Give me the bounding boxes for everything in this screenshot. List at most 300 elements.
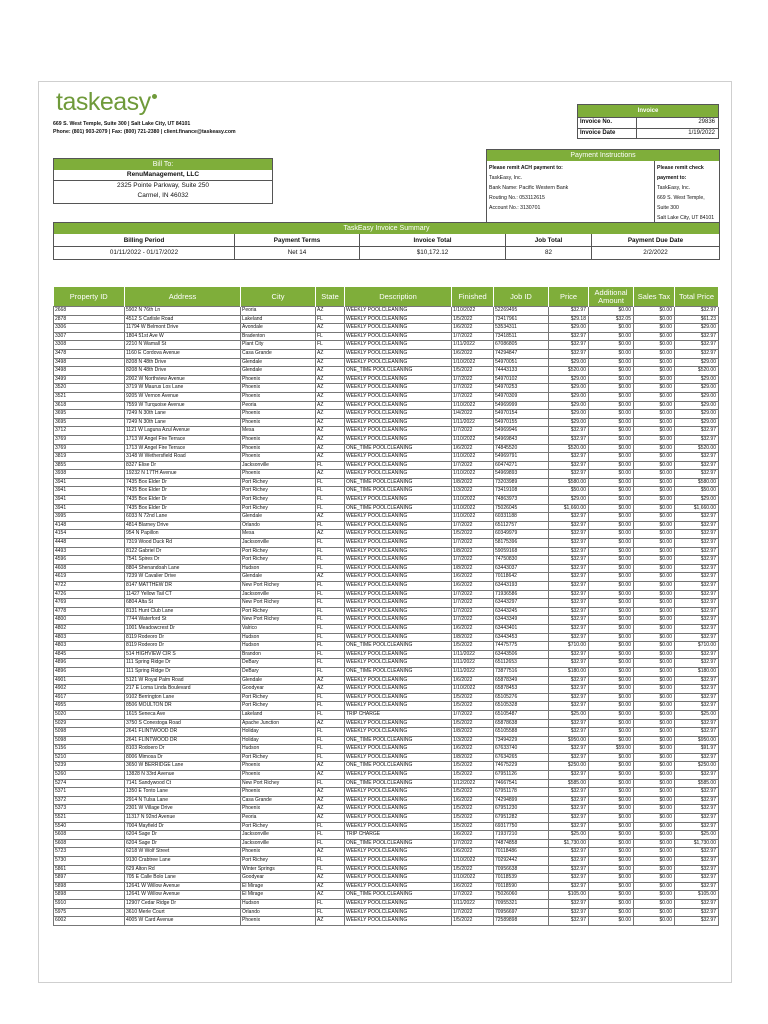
- table-cell: 70956638: [494, 865, 549, 874]
- table-cell: $0.00: [589, 831, 634, 840]
- table-cell: 1/5/2022: [452, 642, 494, 651]
- table-cell: $0.00: [589, 659, 634, 668]
- table-cell: 4800: [54, 616, 125, 625]
- table-cell: FL: [316, 745, 345, 754]
- table-cell: 4902: [54, 685, 125, 694]
- table-cell: 11317 N 92nd Avenue: [125, 814, 241, 823]
- table-row: [54, 788, 719, 797]
- table-cell: $0.00: [634, 332, 675, 341]
- invoice-box: [577, 104, 719, 139]
- table-cell: 60331188: [494, 513, 549, 522]
- table-cell: 1/11/2022: [452, 418, 494, 427]
- table-cell: 3855: [54, 461, 125, 470]
- table-cell: 54970155: [494, 418, 549, 427]
- table-cell: $32.97: [675, 848, 719, 857]
- table-cell: 1/5/2022: [452, 865, 494, 874]
- table-cell: $0.00: [589, 624, 634, 633]
- table-row: [54, 547, 719, 556]
- table-cell: $32.97: [675, 349, 719, 358]
- table-cell: Orlando: [241, 521, 316, 530]
- table-cell: 2668: [54, 307, 125, 316]
- table-cell: 3498: [54, 358, 125, 367]
- table-cell: 59059168: [494, 547, 549, 556]
- table-cell: $32.97: [675, 857, 719, 866]
- table-cell: $32.97: [549, 624, 589, 633]
- table-cell: FL: [316, 556, 345, 565]
- table-row: [54, 349, 719, 358]
- table-cell: Phoenix: [241, 917, 316, 926]
- table-cell: $32.97: [549, 539, 589, 548]
- table-cell: $0.00: [589, 427, 634, 436]
- table-cell: AZ: [316, 685, 345, 694]
- table-cell: Peoria: [241, 307, 316, 316]
- table-cell: 54970051: [494, 358, 549, 367]
- table-cell: 6033 N 72nd Lane: [125, 513, 241, 522]
- table-cell: Plant City: [241, 341, 316, 350]
- table-cell: $0.00: [589, 564, 634, 573]
- table-cell: $0.00: [589, 917, 634, 926]
- due-date-cell: Payment Due Date 2/2/2022: [592, 234, 719, 259]
- table-cell: $61.23: [675, 315, 719, 324]
- table-cell: $32.97: [675, 702, 719, 711]
- table-cell: FL: [316, 865, 345, 874]
- table-cell: $32.97: [675, 676, 719, 685]
- table-cell: 3148 W Wethersfield Road: [125, 453, 241, 462]
- table-cell: Port Richey: [241, 504, 316, 513]
- table-row: [54, 513, 719, 522]
- table-cell: $29.00: [675, 384, 719, 393]
- table-cell: FL: [316, 624, 345, 633]
- table-cell: $59.00: [589, 745, 634, 754]
- table-cell: $105.00: [549, 891, 589, 900]
- table-cell: Glendale: [241, 573, 316, 582]
- table-cell: ONE_TIME POOLCLEANING: [345, 487, 452, 496]
- table-cell: $32.97: [675, 564, 719, 573]
- table-cell: $0.00: [634, 564, 675, 573]
- table-cell: AZ: [316, 814, 345, 823]
- table-row: [54, 367, 719, 376]
- table-cell: $0.00: [634, 796, 675, 805]
- table-cell: 7435 Box Elder Dr: [125, 504, 241, 513]
- company-contact: [53, 120, 236, 136]
- table-cell: $32.97: [675, 582, 719, 591]
- table-cell: Mesa: [241, 530, 316, 539]
- table-cell: $32.97: [549, 435, 589, 444]
- table-cell: Hudson: [241, 745, 316, 754]
- table-cell: Port Richey: [241, 496, 316, 505]
- table-cell: 1/6/2022: [452, 349, 494, 358]
- table-cell: $0.00: [634, 573, 675, 582]
- company-phone-fax-email: Phone: (801) 903-2079 | Fax: (800) 721-2380 | client.finance@taskeasy.com: [53, 129, 236, 135]
- table-cell: 1/6/2022: [452, 745, 494, 754]
- table-cell: Port Richey: [241, 607, 316, 616]
- table-cell: 8208 N 48th Drive: [125, 358, 241, 367]
- table-cell: 4778: [54, 607, 125, 616]
- table-cell: $29.00: [549, 496, 589, 505]
- table-cell: $0.00: [634, 642, 675, 651]
- table-row: [54, 745, 719, 754]
- table-cell: $180.00: [549, 667, 589, 676]
- table-row: [54, 848, 719, 857]
- table-cell: AZ: [316, 874, 345, 883]
- table-cell: 8103 Rodoero Dr: [125, 745, 241, 754]
- table-cell: 1/5/2022: [452, 822, 494, 831]
- table-cell: $32.97: [549, 719, 589, 728]
- table-cell: $0.00: [634, 530, 675, 539]
- table-cell: $32.97: [549, 822, 589, 831]
- table-cell: 1804 51st Ave W: [125, 332, 241, 341]
- table-cell: $0.00: [589, 607, 634, 616]
- table-cell: WEEKLY POOLCLEANING: [345, 556, 452, 565]
- table-cell: FL: [316, 341, 345, 350]
- table-cell: $0.00: [589, 702, 634, 711]
- table-cell: FL: [316, 496, 345, 505]
- table-cell: $0.00: [589, 865, 634, 874]
- table-row: [54, 504, 719, 513]
- table-cell: Port Richey: [241, 556, 316, 565]
- table-cell: 11427 Yellow Tail CT: [125, 590, 241, 599]
- table-cell: $0.00: [589, 779, 634, 788]
- table-cell: $32.97: [549, 917, 589, 926]
- table-row: [54, 771, 719, 780]
- invoice-number: 29836: [698, 119, 715, 125]
- table-cell: WEEKLY POOLCLEANING: [345, 857, 452, 866]
- table-cell: FL: [316, 831, 345, 840]
- table-cell: FL: [316, 478, 345, 487]
- table-cell: $585.00: [675, 779, 719, 788]
- table-cell: FL: [316, 642, 345, 651]
- table-cell: $32.97: [675, 728, 719, 737]
- table-cell: 8208 N 48th Drive: [125, 367, 241, 376]
- table-cell: $32.97: [549, 659, 589, 668]
- table-cell: 12641 W Willow Avenue: [125, 891, 241, 900]
- invoice-date: 1/19/2022: [688, 129, 715, 136]
- table-cell: 1/7/2022: [452, 616, 494, 625]
- table-cell: FL: [316, 659, 345, 668]
- table-row: [54, 616, 719, 625]
- table-cell: $32.97: [675, 573, 719, 582]
- table-cell: 5910: [54, 899, 125, 908]
- table-cell: 1/11/2022: [452, 899, 494, 908]
- table-cell: $32.97: [549, 805, 589, 814]
- job-total-cell: Job Total 82: [506, 234, 592, 259]
- table-cell: 3712: [54, 427, 125, 436]
- table-cell: 5898: [54, 882, 125, 891]
- table-cell: Hudson: [241, 642, 316, 651]
- table-cell: 5540: [54, 822, 125, 831]
- table-row: [54, 539, 719, 548]
- table-cell: $0.00: [589, 307, 634, 316]
- table-cell: $1,730.00: [675, 839, 719, 848]
- table-cell: $0.00: [589, 736, 634, 745]
- table-cell: 3307: [54, 332, 125, 341]
- table-row: [54, 410, 719, 419]
- table-cell: 7141 Sandywood Ct: [125, 779, 241, 788]
- table-cell: $0.00: [589, 392, 634, 401]
- table-cell: WEEKLY POOLCLEANING: [345, 564, 452, 573]
- table-cell: $29.00: [549, 410, 589, 419]
- line-items-table: [53, 287, 719, 926]
- table-cell: $32.97: [675, 547, 719, 556]
- table-row: [54, 693, 719, 702]
- table-cell: 67951230: [494, 805, 549, 814]
- table-cell: AZ: [316, 848, 345, 857]
- table-cell: $32.97: [675, 427, 719, 436]
- table-cell: $32.97: [675, 814, 719, 823]
- table-cell: 1/5/2022: [452, 530, 494, 539]
- table-cell: AZ: [316, 917, 345, 926]
- table-cell: AZ: [316, 401, 345, 410]
- table-cell: $0.00: [589, 582, 634, 591]
- table-cell: FL: [316, 616, 345, 625]
- table-cell: FL: [316, 582, 345, 591]
- table-cell: 11794 W Belmont Drive: [125, 324, 241, 333]
- table-cell: WEEKLY POOLCLEANING: [345, 899, 452, 908]
- table-cell: Jacksonville: [241, 461, 316, 470]
- table-cell: 8122 Gabriel Dr: [125, 547, 241, 556]
- table-cell: 5121 W Royal Palm Road: [125, 676, 241, 685]
- table-cell: WEEKLY POOLCLEANING: [345, 315, 452, 324]
- table-cell: $250.00: [675, 762, 719, 771]
- table-cell: $0.00: [589, 796, 634, 805]
- table-cell: 1/7/2022: [452, 710, 494, 719]
- table-cell: 1/7/2022: [452, 521, 494, 530]
- table-cell: 1/7/2022: [452, 539, 494, 548]
- payment-terms-value: Net 14: [235, 246, 359, 259]
- table-cell: WEEKLY POOLCLEANING: [345, 513, 452, 522]
- table-cell: New Port Richey: [241, 616, 316, 625]
- table-cell: Phoenix: [241, 435, 316, 444]
- table-cell: 629 Alton Rd: [125, 865, 241, 874]
- table-cell: 1/7/2022: [452, 392, 494, 401]
- table-cell: 111 Spring Ridge Dr: [125, 659, 241, 668]
- table-cell: $32.97: [675, 882, 719, 891]
- table-cell: $580.00: [675, 478, 719, 487]
- table-row: [54, 676, 719, 685]
- table-cell: 4619: [54, 573, 125, 582]
- table-row: [54, 332, 719, 341]
- table-row: [54, 633, 719, 642]
- table-cell: 60474271: [494, 461, 549, 470]
- table-cell: $25.00: [549, 710, 589, 719]
- table-row: [54, 307, 719, 316]
- table-cell: $0.00: [589, 676, 634, 685]
- table-cell: $32.97: [549, 341, 589, 350]
- table-cell: $32.97: [675, 341, 719, 350]
- column-header: State: [316, 287, 345, 307]
- table-cell: ONE_TIME POOLCLEANING: [345, 762, 452, 771]
- column-header: Additional Amount: [589, 287, 634, 307]
- table-cell: $0.00: [634, 307, 675, 316]
- table-cell: 54970154: [494, 410, 549, 419]
- table-cell: TRIP CHARGE: [345, 831, 452, 840]
- table-cell: $0.00: [589, 375, 634, 384]
- table-cell: $0.00: [634, 410, 675, 419]
- table-cell: $0.00: [589, 496, 634, 505]
- table-cell: ONE_TIME POOLCLEANING: [345, 367, 452, 376]
- table-cell: $32.97: [549, 599, 589, 608]
- table-cell: FL: [316, 315, 345, 324]
- table-cell: 1/10/2022: [452, 435, 494, 444]
- table-cell: $0.00: [634, 899, 675, 908]
- table-row: [54, 642, 719, 651]
- table-cell: 1/10/2022: [452, 470, 494, 479]
- table-cell: $0.00: [589, 435, 634, 444]
- table-cell: Lakeland: [241, 315, 316, 324]
- table-cell: AZ: [316, 349, 345, 358]
- table-cell: $0.00: [589, 358, 634, 367]
- table-cell: $32.97: [549, 332, 589, 341]
- table-cell: $710.00: [675, 642, 719, 651]
- table-cell: 75026060: [494, 891, 549, 900]
- table-cell: $32.97: [675, 599, 719, 608]
- table-cell: $29.18: [549, 315, 589, 324]
- table-cell: $32.97: [549, 745, 589, 754]
- table-cell: Port Richey: [241, 753, 316, 762]
- table-cell: 5608: [54, 831, 125, 840]
- table-cell: $0.00: [589, 899, 634, 908]
- table-cell: Apache Junction: [241, 719, 316, 728]
- table-cell: 3941: [54, 504, 125, 513]
- table-cell: 7559 W Turquoise Avenue: [125, 401, 241, 410]
- table-cell: 5098: [54, 728, 125, 737]
- ach-instructions: Please remit ACH payment to: TaskEasy, Inc. Bank Name: Pacific Western Bank Routing No.: 053112615 Account No.: 3130701: [489, 165, 569, 211]
- table-cell: 1/6/2022: [452, 796, 494, 805]
- table-cell: WEEKLY POOLCLEANING: [345, 633, 452, 642]
- summary-header: TaskEasy Invoice Summary: [54, 223, 719, 234]
- table-cell: $32.97: [549, 461, 589, 470]
- table-cell: AZ: [316, 805, 345, 814]
- table-cell: $32.97: [675, 874, 719, 883]
- table-row: [54, 762, 719, 771]
- table-cell: 3941: [54, 487, 125, 496]
- table-cell: 8327 Elise Dr: [125, 461, 241, 470]
- table-cell: $32.97: [675, 539, 719, 548]
- table-cell: FL: [316, 633, 345, 642]
- company-address: 669 S. West Temple, Suite 300 | Salt Lake City, UT 84101: [53, 121, 191, 127]
- table-cell: 7319 Wood Duck Rd: [125, 539, 241, 548]
- table-cell: $0.00: [634, 375, 675, 384]
- table-cell: WEEKLY POOLCLEANING: [345, 685, 452, 694]
- table-cell: 1/7/2022: [452, 556, 494, 565]
- table-cell: AZ: [316, 324, 345, 333]
- table-cell: $29.00: [549, 392, 589, 401]
- table-cell: $32.97: [549, 753, 589, 762]
- table-cell: AZ: [316, 453, 345, 462]
- table-cell: 4802: [54, 624, 125, 633]
- table-cell: 7435 Box Elder Dr: [125, 496, 241, 505]
- table-cell: $0.00: [634, 582, 675, 591]
- table-cell: AZ: [316, 307, 345, 316]
- table-cell: FL: [316, 753, 345, 762]
- table-cell: 3695: [54, 410, 125, 419]
- table-cell: 4726: [54, 590, 125, 599]
- table-cell: $0.00: [589, 504, 634, 513]
- table-cell: 5156: [54, 745, 125, 754]
- table-row: [54, 496, 719, 505]
- table-row: [54, 461, 719, 470]
- table-cell: $32.97: [675, 633, 719, 642]
- table-cell: $32.97: [675, 624, 719, 633]
- invoice-no-row: Invoice No. 29836: [578, 117, 718, 128]
- table-cell: FL: [316, 667, 345, 676]
- table-cell: 9102 Berrington Lane: [125, 693, 241, 702]
- table-cell: 1/6/2022: [452, 573, 494, 582]
- table-row: [54, 573, 719, 582]
- table-cell: 2301 W Village Drive: [125, 805, 241, 814]
- table-cell: $0.00: [634, 882, 675, 891]
- table-cell: Hudson: [241, 564, 316, 573]
- table-cell: 3498: [54, 367, 125, 376]
- table-cell: WEEKLY POOLCLEANING: [345, 728, 452, 737]
- table-cell: $32.97: [675, 461, 719, 470]
- table-cell: $0.00: [634, 917, 675, 926]
- table-cell: 67633740: [494, 745, 549, 754]
- table-cell: $32.97: [549, 874, 589, 883]
- table-cell: 73877516: [494, 667, 549, 676]
- table-cell: WEEKLY POOLCLEANING: [345, 470, 452, 479]
- table-cell: 1/10/2022: [452, 496, 494, 505]
- column-header: Price: [549, 287, 589, 307]
- table-cell: $32.97: [549, 857, 589, 866]
- table-cell: 72589898: [494, 917, 549, 926]
- table-cell: 7249 N 30th Lane: [125, 410, 241, 419]
- table-cell: 5274: [54, 779, 125, 788]
- table-cell: 4917: [54, 693, 125, 702]
- table-cell: 1/5/2022: [452, 693, 494, 702]
- column-header: Sales Tax: [634, 287, 675, 307]
- table-cell: 5521: [54, 814, 125, 823]
- table-cell: $0.00: [589, 762, 634, 771]
- table-cell: 54969843: [494, 435, 549, 444]
- table-cell: 65878638: [494, 719, 549, 728]
- table-cell: $29.00: [675, 418, 719, 427]
- table-cell: 1/10/2022: [452, 857, 494, 866]
- table-cell: AZ: [316, 367, 345, 376]
- table-cell: $0.00: [589, 539, 634, 548]
- table-row: [54, 650, 719, 659]
- table-cell: AZ: [316, 788, 345, 797]
- table-cell: $0.00: [589, 461, 634, 470]
- table-row: [54, 814, 719, 823]
- table-cell: 1/7/2022: [452, 332, 494, 341]
- table-cell: 54969999: [494, 401, 549, 410]
- table-cell: $0.00: [589, 367, 634, 376]
- table-cell: ONE_TIME POOLCLEANING: [345, 779, 452, 788]
- table-cell: AZ: [316, 392, 345, 401]
- table-cell: Jacksonville: [241, 539, 316, 548]
- table-cell: 1/7/2022: [452, 891, 494, 900]
- table-cell: $32.97: [549, 676, 589, 685]
- table-cell: New Port Richey: [241, 599, 316, 608]
- table-cell: $29.00: [675, 324, 719, 333]
- column-header: Total Price: [675, 287, 719, 307]
- table-row: [54, 453, 719, 462]
- table-cell: 73417961: [494, 315, 549, 324]
- table-cell: AZ: [316, 891, 345, 900]
- table-cell: $32.97: [675, 530, 719, 539]
- table-cell: WEEKLY POOLCLEANING: [345, 719, 452, 728]
- table-cell: WEEKLY POOLCLEANING: [345, 410, 452, 419]
- table-row: [54, 556, 719, 565]
- table-row: [54, 908, 719, 917]
- table-row: [54, 753, 719, 762]
- table-cell: WEEKLY POOLCLEANING: [345, 908, 452, 917]
- table-cell: WEEKLY POOLCLEANING: [345, 745, 452, 754]
- table-cell: $0.00: [589, 556, 634, 565]
- table-cell: FL: [316, 702, 345, 711]
- table-cell: $32.97: [675, 788, 719, 797]
